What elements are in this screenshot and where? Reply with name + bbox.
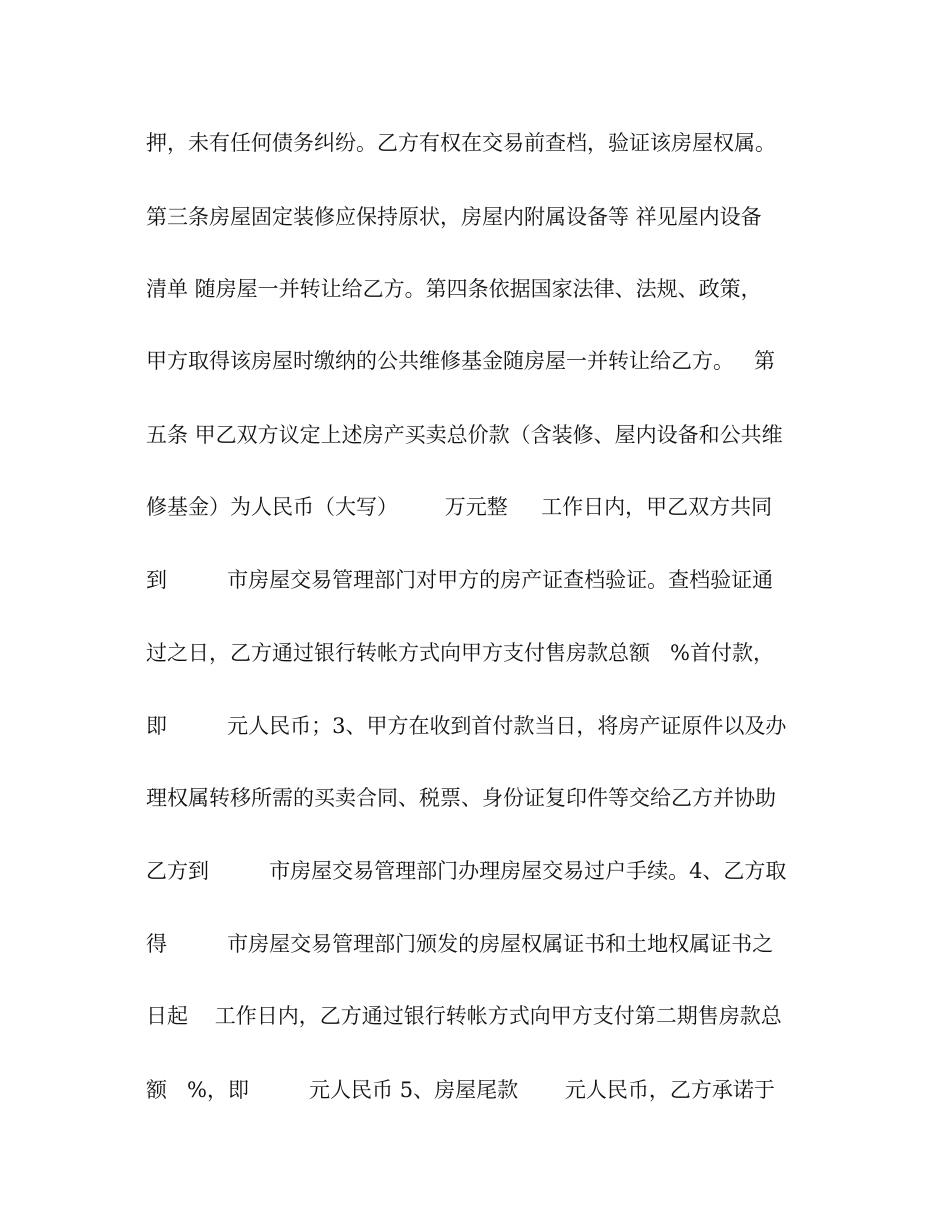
text-line: 乙方到 市房屋交易管理部门办理房屋交易过户手续。4、乙方取	[146, 859, 787, 883]
text-line: 五条 甲乙双方议定上述房产买卖总价款（含装修、屋内设备和公共维	[146, 423, 783, 447]
text-line: 清单 随房屋一并转让给乙方。第四条依据国家法律、法规、政策，	[146, 277, 762, 301]
text-line: 押，未有任何债务纠纷。乙方有权在交易前查档，验证该房屋权属。	[146, 131, 776, 155]
text-line: 第三条房屋固定装修应保持原状，房屋内附属设备等 祥见屋内设备	[146, 205, 762, 229]
text-line: 过之日，乙方通过银行转帐方式向甲方支付售房款总额 %首付款，	[146, 641, 774, 665]
text-line: 修基金）为人民币（大写） 万元整 工作日内，甲乙双方共同	[146, 495, 773, 519]
text-line: 理权属转移所需的买卖合同、税票、身份证复印件等交给乙方并协助	[146, 786, 776, 810]
text-line: 甲方取得该房屋时缴纳的公共维修基金随房屋一并转让给乙方。 第	[146, 349, 776, 373]
text-line: 额 %，即 元人民币 5、房屋尾款 元人民币，乙方承诺于	[146, 1078, 775, 1102]
text-line: 得 市房屋交易管理部门颁发的房屋权属证书和土地权属证书之	[146, 932, 774, 956]
text-line: 即 元人民币；3、甲方在收到首付款当日，将房产证原件以及办	[146, 714, 787, 738]
text-line: 到 市房屋交易管理部门对甲方的房产证查档验证。查档验证通	[146, 568, 774, 592]
text-line: 日起 工作日内，乙方通过银行转帐方式向甲方支付第二期售房款总	[146, 1004, 782, 1028]
